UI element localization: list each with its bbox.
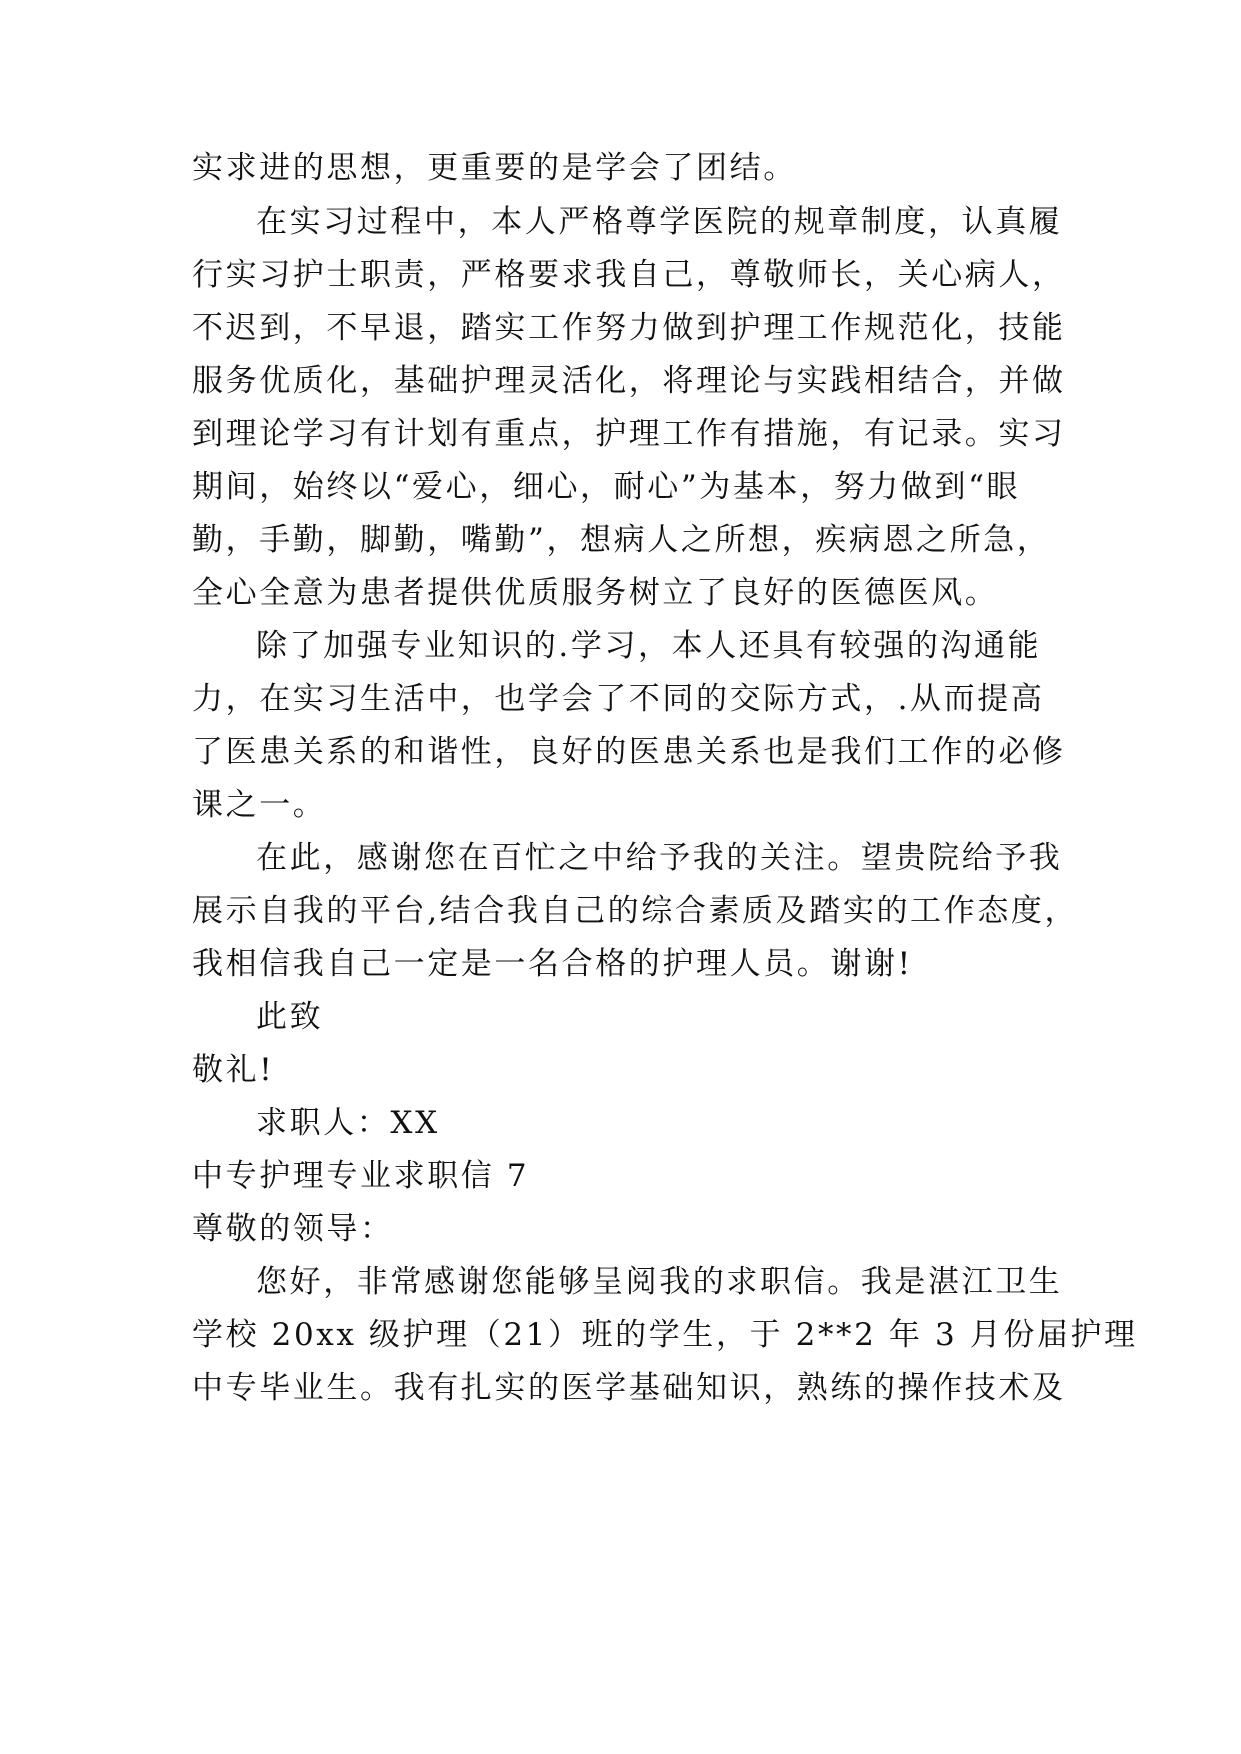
section-title: 中专护理专业求职信 7 xyxy=(192,1158,530,1194)
paragraph-start: 在实习过程中，本人严格尊学医院的规章制度，认真履 xyxy=(256,204,1063,240)
paragraph-start: 除了加强专业知识的.学习，本人还具有较强的沟通能 xyxy=(256,628,1042,664)
text-line: 我相信我自己一定是一名合格的护理人员。谢谢! xyxy=(192,946,913,982)
closing-salutation: 此致 xyxy=(256,999,324,1035)
text-line: 勤，手勤，脚勤，嘴勤”，想病人之所想，疾病恩之所急， xyxy=(192,522,1051,558)
text-line: 课之一。 xyxy=(192,787,327,823)
applicant-signature: 求职人：XX xyxy=(256,1105,440,1141)
greeting: 尊敬的领导： xyxy=(192,1211,394,1247)
text-line: 行实习护士职责，严格要求我自己，尊敬师长，关心病人， xyxy=(192,257,1066,293)
text-line: 力，在实习生活中，也学会了不同的交际方式，.从而提高 xyxy=(192,681,1045,717)
text-line: 期间，始终以“爱心，细心，耐心”为基本，努力做到“眼 xyxy=(192,469,1021,505)
text-line: 服务优质化，基础护理灵活化，将理论与实践相结合，并做 xyxy=(192,363,1066,399)
closing-regards: 敬礼! xyxy=(192,1052,275,1088)
paragraph-start: 在此，感谢您在百忙之中给予我的关注。望贵院给予我 xyxy=(256,840,1063,876)
text-line: 实求进的思想，更重要的是学会了团结。 xyxy=(192,150,797,186)
text-line: 了医患关系的和谐性，良好的医患关系也是我们工作的必修 xyxy=(192,734,1066,770)
text-line: 展示自我的平台,结合我自己的综合素质及踏实的工作态度， xyxy=(192,893,1079,929)
text-line: 中专毕业生。我有扎实的医学基础知识，熟练的操作技术及 xyxy=(192,1370,1066,1406)
text-line: 全心全意为患者提供优质服务树立了良好的医德医风。 xyxy=(192,575,999,611)
text-line: 到理论学习有计划有重点，护理工作有措施，有记录。实习 xyxy=(192,416,1066,452)
paragraph-start: 您好，非常感谢您能够呈阅我的求职信。我是湛江卫生 xyxy=(256,1264,1063,1300)
text-line: 学校 20xx 级护理（21）班的学生，于 2**2 年 3 月份届护理 xyxy=(192,1317,1138,1353)
text-line: 不迟到，不早退，踏实工作努力做到护理工作规范化，技能 xyxy=(192,310,1066,346)
